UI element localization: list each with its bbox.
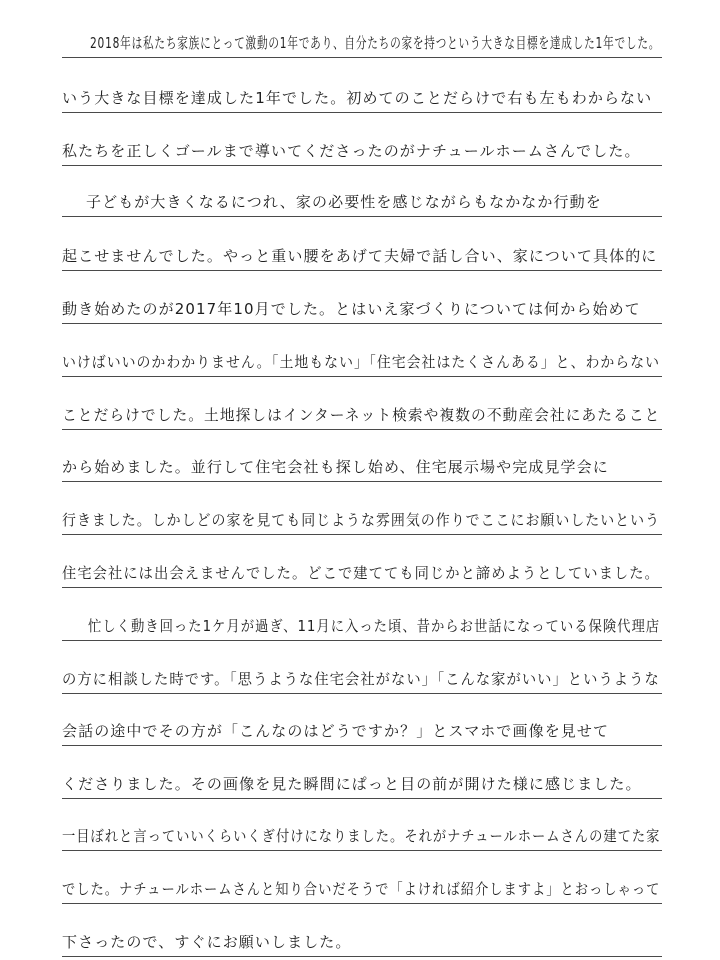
ruled-line bbox=[62, 216, 662, 217]
letter-line-text: の方に相談した時です。「思うような住宅会社がない」「こんな家がいい」というような bbox=[62, 670, 660, 688]
letter-line-text: いう大きな目標を達成した1年でした。初めてのことだらけで右も左もわからない bbox=[62, 89, 653, 107]
letter-line-text: 私たちを正しくゴールまで導いてくださったのがナチュールホームさんでした。 bbox=[62, 142, 641, 160]
letter-line bbox=[62, 544, 662, 588]
ruled-line bbox=[62, 850, 662, 851]
ruled-line bbox=[62, 57, 662, 58]
letter-line bbox=[62, 69, 662, 113]
letter-line bbox=[62, 650, 662, 694]
letter-line-text: 忙しく動き回った1ケ月が過ぎ、11月に入った頃、昔からお世話になっている保険代理店 bbox=[88, 617, 661, 635]
ruled-line bbox=[62, 956, 662, 957]
ruled-line bbox=[62, 693, 662, 694]
letter-line bbox=[62, 491, 662, 535]
letter-line bbox=[62, 702, 662, 746]
letter-line-text: 2018年は私たち家族にとって激動の1年であり、自分たちの家を持つという大きな目標を達成した1年でした。 bbox=[90, 34, 661, 52]
ruled-line bbox=[62, 745, 662, 746]
ruled-line bbox=[62, 165, 662, 166]
letter-line bbox=[62, 913, 662, 957]
letter-line-text: から始めました。並行して住宅会社も探し始め、住宅展示場や完成見学会に bbox=[62, 458, 609, 476]
ruled-line bbox=[62, 587, 662, 588]
letter-line-text: 住宅会社には出会えませんでした。どこで建てても同じかと諦めようとしていました。 bbox=[62, 564, 660, 582]
letter-line-text: 起こせませんでした。やっと重い腰をあげて夫婦で話し合い、家について具体的に bbox=[62, 247, 658, 265]
letter-line-text: でした。ナチュールホームさんと知り合いだそうで「よければ紹介しますよ」とおっしゃって bbox=[62, 880, 661, 898]
letter-line bbox=[62, 14, 662, 58]
letter-line-text: ことだらけでした。土地探しはインターネット検索や複数の不動産会社にあたること bbox=[62, 406, 661, 424]
ruled-line bbox=[62, 798, 662, 799]
letter-line-text: 行きました。しかしどの家を見ても同じような雰囲気の作りでここにお願いしたいという bbox=[62, 511, 661, 529]
ruled-line bbox=[62, 903, 662, 904]
letter-line-text: 会話の途中でその方が「こんなのはどうですか？」とスマホで画像を見せて bbox=[62, 722, 610, 740]
letter-line bbox=[62, 333, 662, 377]
letter-line bbox=[62, 386, 662, 430]
letter-line bbox=[62, 173, 662, 217]
letter-line-text: 下さったので、すぐにお願いしました。 bbox=[62, 933, 352, 951]
letter-line-text: いけばいいのかわかりません。「土地もない」「住宅会社はたくさんある」と、わからない bbox=[62, 353, 661, 371]
letter-line bbox=[62, 280, 662, 324]
letter-line bbox=[62, 860, 662, 904]
letter-line-text: 子どもが大きくなるにつれ、家の必要性を感じながらもなかなか行動を bbox=[86, 193, 602, 211]
ruled-line bbox=[62, 376, 662, 377]
ruled-line bbox=[62, 323, 662, 324]
ruled-line bbox=[62, 270, 662, 271]
ruled-line bbox=[62, 481, 662, 482]
letter-line bbox=[62, 597, 662, 641]
letter-line-text: 一目ぼれと言っていいくらいくぎ付けになりました。それがナチュールホームさんの建てた家 bbox=[62, 827, 661, 845]
letter-line bbox=[62, 227, 662, 271]
letter-line bbox=[62, 755, 662, 799]
letter-line bbox=[62, 122, 662, 166]
letter-line bbox=[62, 438, 662, 482]
letter-line bbox=[62, 807, 662, 851]
ruled-line bbox=[62, 534, 662, 535]
letter-line-text: 動き始めたのが2017年10月でした。とはいえ家づくりについては何から始めて bbox=[62, 300, 641, 318]
ruled-line bbox=[62, 429, 662, 430]
ruled-line bbox=[62, 112, 662, 113]
letter-line-text: くださりました。その画像を見た瞬間にぱっと目の前が開けた様に感じました。 bbox=[62, 775, 642, 793]
ruled-line bbox=[62, 640, 662, 641]
